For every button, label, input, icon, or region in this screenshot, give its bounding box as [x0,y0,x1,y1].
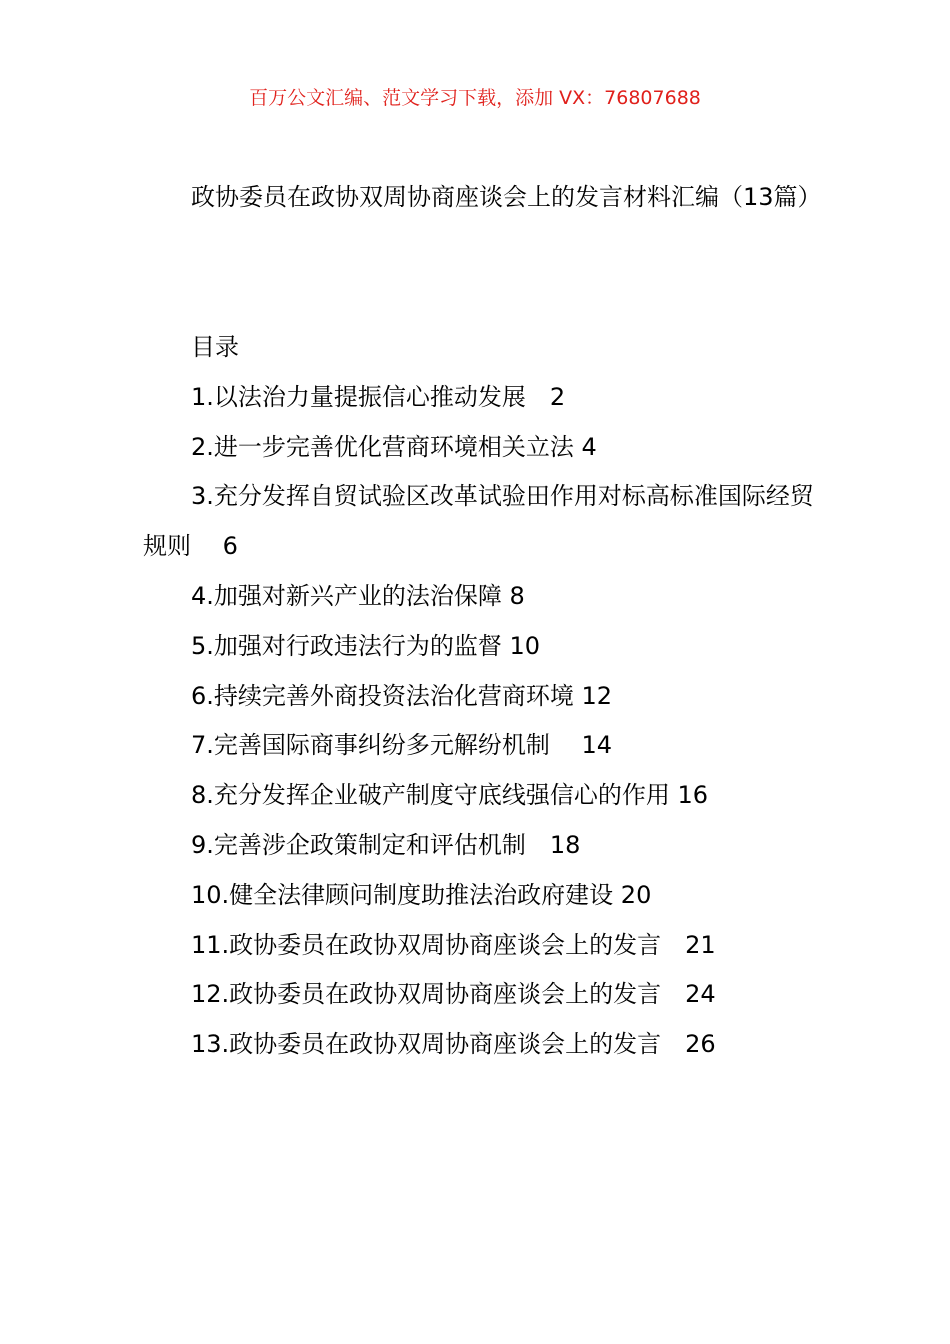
toc-item: 2.进一步完善优化营商环境相关立法 4 [191,432,597,461]
toc-item: 8.充分发挥企业破产制度守底线强信心的作用 16 [191,781,709,810]
toc-item: 6.持续完善外商投资法治化营商环境 12 [191,681,613,710]
toc-item: 10.健全法律顾问制度助推法治政府建设 20 [191,880,652,909]
toc-item: 11.政协委员在政协双周协商座谈会上的发言 21 [191,930,716,959]
header-note: 百万公文汇编、范文学习下载，添加 VX：76807688 [249,87,701,109]
toc-item: 4.加强对新兴产业的法治保障 8 [191,581,525,610]
toc-item: 13.政协委员在政协双周协商座谈会上的发言 26 [191,1030,716,1059]
toc-heading: 目录 [191,333,239,361]
table-of-contents [143,323,823,1070]
toc-list [143,373,823,1070]
toc-item: 1.以法治力量提振信心推动发展 2 [191,382,566,411]
toc-item: 9.完善涉企政策制定和评估机制 18 [191,830,581,859]
toc-item: 12.政协委员在政协双周协商座谈会上的发言 24 [191,980,716,1009]
toc-item: 3.充分发挥自贸试验区改革试验田作用对标高标准国际经贸规则 6 [143,482,814,561]
toc-item: 5.加强对行政违法行为的监督 10 [191,631,541,660]
toc-item: 7.完善国际商事纠纷多元解纷机制 14 [191,731,613,760]
document-title: 政协委员在政协双周协商座谈会上的发言材料汇编（13篇） [191,183,822,211]
